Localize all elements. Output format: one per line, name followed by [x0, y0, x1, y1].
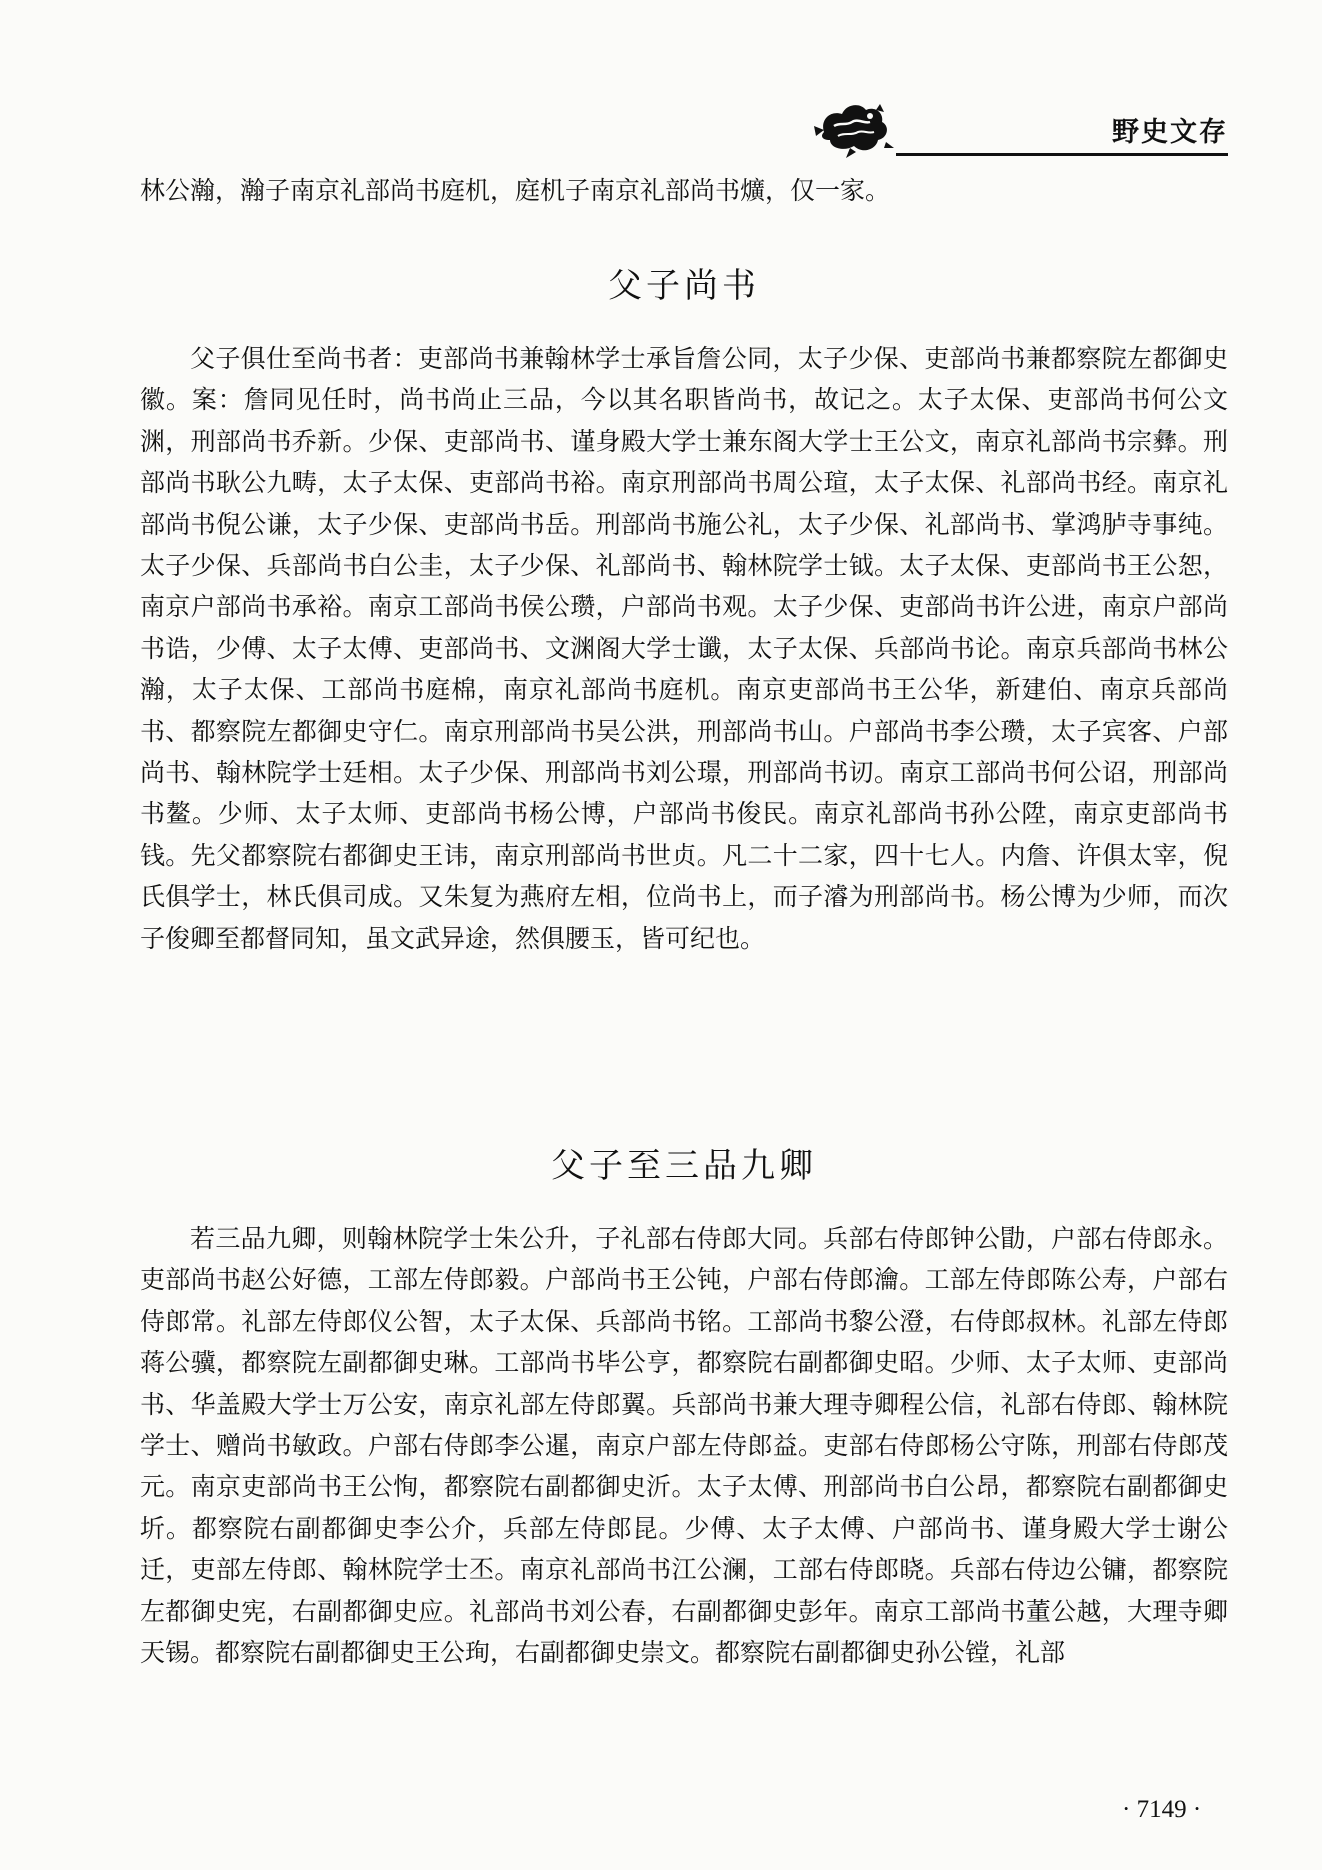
header-rule	[896, 153, 1228, 156]
section-title-father-son-ministers: 父子尚书	[608, 266, 760, 306]
page-number: · 7149 ·	[1122, 1796, 1202, 1823]
section2-paragraph: 若三品九卿，则翰林院学士朱公升，子礼部右侍郎大同。兵部右侍郎钟公勖，户部右侍郎永。吏部尚书赵公好德，工部左侍郎毅。户部尚书王公钝，户部右侍郎瀹。工部左侍郎陈公寿，户部右侍郎常。礼部左侍郎仪公智，太子太保、兵部尚书铭。工部尚书黎公澄，右侍郎叔林。礼部左侍郎蒋公骥，都察院左副都御史琳。工部尚书毕公亨，都察院右副都御史昭。少师、太子太师、吏部尚书、华盖殿大学士万公安，南京礼部左侍郎翼。兵部尚书兼大理寺卿程公信，礼部右侍郎、翰林院学士、赠尚书敏政。户部右侍郎李公暹，南京户部左侍郎益。吏部右侍郎杨公守陈，刑部右侍郎茂元。南京吏部尚书王公恂，都察院右副都御史沂。太子太傅、刑部尚书白公昂，都察院右副都御史圻。都察院右副都御史李公介，兵部左侍郎昆。少傅、太子太傅、户部尚书、谨身殿大学士谢公迁，吏部左侍郎、翰林院学士丕。南京礼部尚书江公澜，工部右侍郎晓。兵部右侍边公镛，都察院左都御史宪，右副都御史应。礼部尚书刘公春，右副都御史彭年。南京工部尚书董公越，大理寺卿天锡。都察院右副都御史王公珣，右副都御史崇文。都察院右副都御史孙公镗，礼部	[140, 1224, 1228, 1668]
continuation-paragraph: 林公瀚，瀚子南京礼部尚书庭机，庭机子南京礼部尚书爌，仅一家。	[140, 176, 891, 205]
dragon-icon	[810, 96, 896, 158]
running-header	[810, 96, 1228, 156]
section-title-third-rank: 父子至三品九卿	[551, 1146, 817, 1186]
header-title: 野史文存	[1112, 117, 1228, 148]
section1-paragraph: 父子俱仕至尚书者：吏部尚书兼翰林学士承旨詹公同，太子少保、吏部尚书兼都察院左都御史徽。案：詹同见任时，尚书尚止三品，今以其名职皆尚书，故记之。太子太保、吏部尚书何公文渊，刑部尚书乔新。少保、吏部尚书、谨身殿大学士兼东阁大学士王公文，南京礼部尚书宗彝。刑部尚书耿公九畴，太子太保、吏部尚书裕。南京刑部尚书周公瑄，太子太保、礼部尚书经。南京礼部尚书倪公谦，太子少保、吏部尚书岳。刑部尚书施公礼，太子少保、礼部尚书、掌鸿胪寺事纯。太子少保、兵部尚书白公圭，太子少保、礼部尚书、翰林院学士钺。太子太保、吏部尚书王公恕，南京户部尚书承裕。南京工部尚书侯公瓒，户部尚书观。太子少保、吏部尚书许公进，南京户部尚书诰，少傅、太子太傅、吏部尚书、文渊阁大学士谶，太子太保、兵部尚书论。南京兵部尚书林公瀚，太子太保、工部尚书庭棉，南京礼部尚书庭机。南京吏部尚书王公华，新建伯、南京兵部尚书、都察院左都御史守仁。南京刑部尚书吴公洪，刑部尚书山。户部尚书李公瓒，太子宾客、户部尚书、翰林院学士廷相。太子少保、刑部尚书刘公璟，刑部尚书讱。南京工部尚书何公诏，刑部尚书鳌。少师、太子太师、吏部尚书杨公博，户部尚书俊民。南京礼部尚书孙公陞，南京吏部尚书钱。先父都察院右都御史王讳，南京刑部尚书世贞。凡二十二家，四十七人。内詹、许俱太宰，倪氏俱学士，林氏俱司成。又朱复为燕府左相，位尚书上，而子濬为刑部尚书。杨公博为少师，而次子俊卿至都督同知，虽文武异途，然俱腰玉，皆可纪也。	[140, 344, 1228, 953]
